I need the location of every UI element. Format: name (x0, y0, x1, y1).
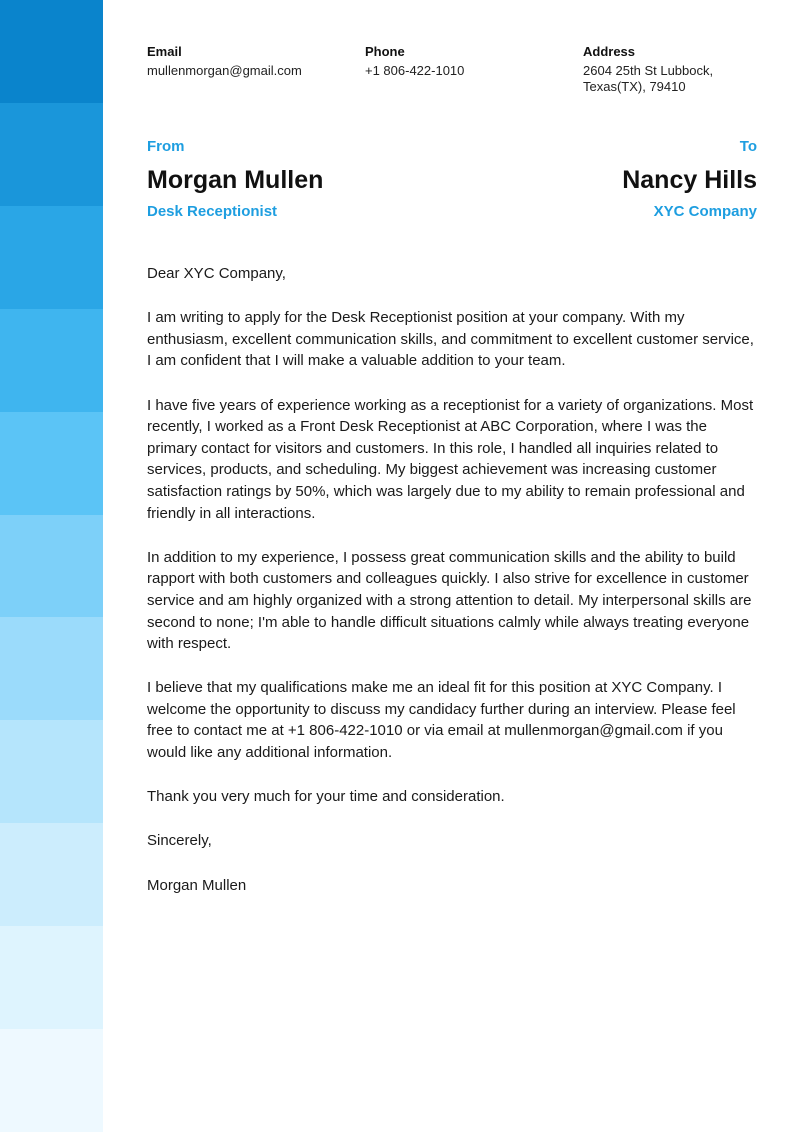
sidebar-stripe (0, 515, 103, 618)
sidebar-stripe (0, 309, 103, 412)
sender-recipient (147, 138, 757, 228)
sender-block (147, 138, 323, 221)
paragraph-skills: In addition to my experience, I possess great communication skills and the ability to build rapport with both customers and colleagues quickly. I also strive for excellence in customer service and am highly organized with a strong attention to detail. My interpersonal skills are second to none; I'm able to handle difficult situations calmly while always treating everyone with respect. (147, 548, 752, 653)
contact-email (147, 44, 347, 79)
recipient-company: XYC Company (653, 203, 757, 220)
contact-address (583, 44, 757, 95)
paragraph-intro: I am writing to apply for the Desk Receptionist position at your company. With my enthusiasm, excellent communication skills, and commitment to excellent customer service, I am confident that I will make a valuable addition to your team. (147, 309, 754, 370)
address-line-1: 2604 25th St Lubbock, (583, 63, 714, 78)
email-label: Email (147, 44, 182, 59)
sender-title: Desk Receptionist (147, 203, 278, 220)
contact-phone (365, 44, 565, 79)
email-value: mullenmorgan@gmail.com (147, 63, 302, 78)
letter-body (147, 263, 757, 919)
recipient-block (622, 138, 757, 221)
signature: Morgan Mullen (147, 876, 247, 894)
to-label: To (739, 138, 757, 155)
phone-label: Phone (365, 44, 405, 59)
phone-value: +1 806-422-1010 (365, 63, 465, 78)
sidebar-stripe (0, 103, 103, 206)
sender-name: Morgan Mullen (147, 166, 324, 194)
sidebar-stripe (0, 823, 103, 926)
sidebar-stripe (0, 720, 103, 823)
sidebar-stripe (0, 1029, 103, 1132)
paragraph-fit: I believe that my qualifications make me an ideal fit for this position at XYC Company. I welcome the opportunity to discuss my candidacy further during an interview. Please feel free to contact me at +1 806-422-1010 or via email at mullenmorgan@gmail.com if you would like any additional information. (147, 679, 736, 762)
sidebar-stripe (0, 617, 103, 720)
closing: Sincerely, (147, 832, 212, 850)
decorative-sidebar (0, 0, 103, 1132)
paragraph-experience: I have five years of experience working as a receptionist for a variety of organizations. Most recently, I worked as a Front Desk Receptionist at ABC Corporation, where I was the primary contact for visitors and customers. In this role, I handled all inquiries related to services, products, and scheduling. My biggest achievement was increasing customer satisfaction ratings by 50%, which was largely due to my ability to remain professional and friendly in all interactions. (147, 396, 754, 522)
from-label: From (147, 138, 185, 155)
greeting: Dear XYC Company, (147, 265, 286, 282)
address-label: Address (583, 44, 636, 59)
paragraph-thanks: Thank you very much for your time and consideration. (147, 788, 505, 806)
sidebar-stripe (0, 412, 103, 515)
address-line-2: Texas(TX), 79410 (583, 79, 686, 94)
sidebar-stripe (0, 206, 103, 309)
contact-info (147, 44, 757, 104)
sidebar-stripe (0, 926, 103, 1029)
sidebar-stripe (0, 0, 103, 103)
recipient-name: Nancy Hills (622, 166, 757, 194)
